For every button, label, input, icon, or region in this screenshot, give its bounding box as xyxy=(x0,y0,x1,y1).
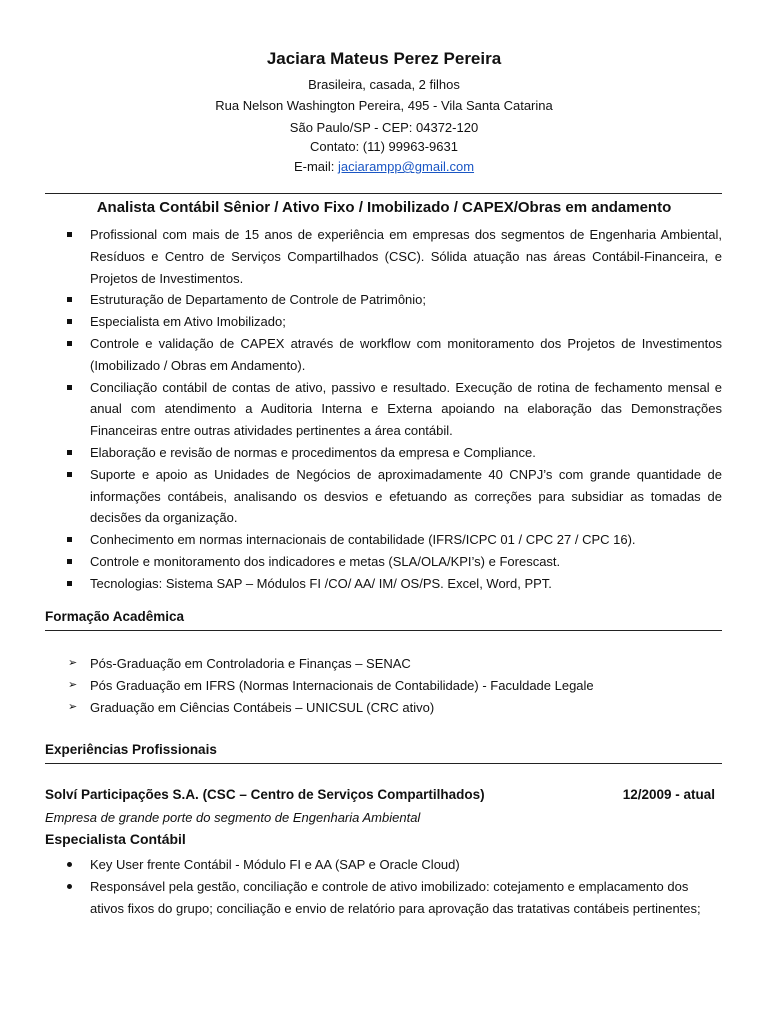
company-row xyxy=(45,787,715,802)
experience-heading: Experiências Profissionais xyxy=(45,742,217,757)
phone: Contato: (11) 99963-9631 xyxy=(310,139,458,154)
summary-item: Suporte e apoio as Unidades de Negócios de aproximadamente 40 CNPJ’s com grande quantidade de informações contábeis, analisando os desvios e efetuando as correções para subsidiar as tomadas de decisões da organização. xyxy=(45,464,722,529)
email-label: E-mail: xyxy=(293,159,339,174)
summary-item: Controle e monitoramento dos indicadores e metas (SLA/OLA/KPI’s) e Forescast. xyxy=(45,551,722,573)
arrow-bullet-icon: ➢ xyxy=(68,678,78,691)
responsibility-item: Key User frente Contábil - Módulo FI e AA (SAP e Oracle Cloud) xyxy=(45,854,722,876)
summary-item: Controle e validação de CAPEX através de workflow com monitoramento dos Projetos de Investimentos (Imobilizado / Obras em Andamento). xyxy=(45,333,722,377)
experience-divider xyxy=(45,763,722,764)
summary-item: Conhecimento em normas internacionais de contabilidade (IFRS/ICPC 01 / CPC 27 / CPC 16). xyxy=(45,529,722,551)
summary-list xyxy=(45,224,722,595)
summary-item: Especialista em Ativo Imobilizado; xyxy=(45,311,722,333)
education-item-text: Pós Graduação em IFRS (Normas Internacionais de Contabilidade) - Faculdade Legale xyxy=(90,677,594,693)
company-description: Empresa de grande porte do segmento de Engenharia Ambiental xyxy=(45,810,421,825)
arrow-bullet-icon: ➢ xyxy=(68,657,78,669)
education-item-text: Graduação em Ciências Contábeis – UNICSUL (CRC ativo) xyxy=(90,699,435,715)
company-name: Solví Participações S.A. (CSC – Centro de Serviços Compartilhados) xyxy=(45,787,485,802)
address: Rua Nelson Washington Pereira, 495 - Vila Santa Catarina xyxy=(215,98,553,113)
education-item xyxy=(45,675,722,697)
education-heading: Formação Acadêmica xyxy=(45,609,185,624)
objective-title: Analista Contábil Sênior / Ativo Fixo / Imobilizado / CAPEX/Obras em andamento xyxy=(96,199,672,216)
summary-item: Elaboração e revisão de normas e procedimentos da empresa e Compliance. xyxy=(45,442,722,464)
education-item-text: Pós-Graduação em Controladoria e Finanças – SENAC xyxy=(90,656,411,671)
employment-period: 12/2009 - atual xyxy=(622,787,715,802)
education-item xyxy=(45,697,722,719)
summary-item: Profissional com mais de 15 anos de experiência em empresas dos segmentos de Engenharia Ambiental, Resíduos e Centro de Serviços Compartilhados (CSC). Sólida atuação nas áreas Contábil-Financeira, e Projetos de Investimentos. xyxy=(45,224,722,289)
education-divider xyxy=(45,630,722,631)
city-cep: São Paulo/SP - CEP: 04372-120 xyxy=(289,120,479,135)
summary-item: Conciliação contábil de contas de ativo, passivo e resultado. Execução de rotina de fechamento mensal e anual com atendimento a Auditoria Interna e Externa apoiando na elaboração das Demonstrações Financeiras entre outras atividades pertinentes a área contábil. xyxy=(45,377,722,442)
job-role: Especialista Contábil xyxy=(45,831,186,847)
responsibility-item: Responsável pela gestão, conciliação e controle de ativo imobilizado: cotejamento e emplacamento dos ativos fixos do grupo; conciliação e envio de relatório para aprovação das tratativas contábeis pertinentes; xyxy=(45,876,722,920)
candidate-name: Jaciara Mateus Perez Pereira xyxy=(266,49,502,68)
responsibility-list xyxy=(45,854,722,919)
personal-info: Brasileira, casada, 2 filhos xyxy=(308,77,460,92)
summary-item: Estruturação de Departamento de Controle de Patrimônio; xyxy=(45,289,722,311)
summary-item: Tecnologias: Sistema SAP – Módulos FI /CO/ AA/ IM/ OS/PS. Excel, Word, PPT. xyxy=(45,573,722,595)
email-link[interactable]: jaciarampp@gmail.com xyxy=(338,159,475,174)
arrow-bullet-icon: ➢ xyxy=(68,700,78,713)
email-line xyxy=(0,157,768,177)
education-item xyxy=(45,653,722,675)
header-divider xyxy=(45,193,722,194)
education-list xyxy=(45,653,722,718)
